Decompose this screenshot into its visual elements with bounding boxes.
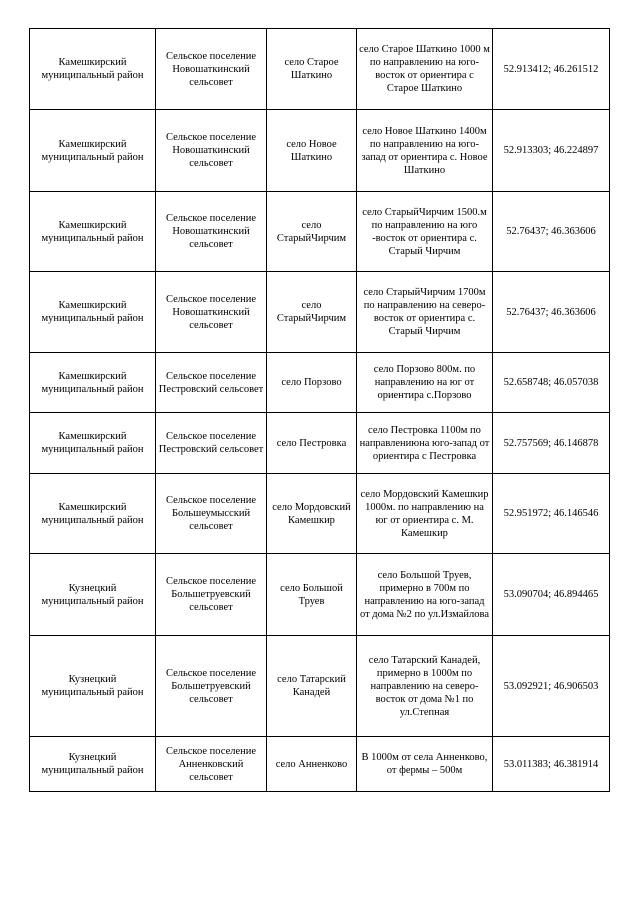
location-cell: село Мордовский Камешкир 1000м. по направлению на юг от ориентира с. М. Камешкир [357, 474, 493, 554]
table-row [30, 272, 610, 353]
settlement-cell: Сельское поселение Большеумысский сельсовет [156, 474, 267, 554]
coords-cell: 52.951972; 46.146546 [493, 474, 610, 554]
coords-cell: 52.757569; 46.146878 [493, 413, 610, 474]
settlement-cell: Сельское поселение Новошаткинский сельсовет [156, 29, 267, 110]
sites-table [29, 28, 610, 792]
table-row [30, 737, 610, 792]
district-cell: Камешкирский муниципальный район [30, 474, 156, 554]
table-row [30, 636, 610, 737]
district-cell: Камешкирский муниципальный район [30, 353, 156, 413]
settlement-cell: Сельское поселение Новошаткинский сельсовет [156, 110, 267, 192]
location-cell: село Татарский Канадей, примерно в 1000м по направлению на северо-восток от дома №1 по ул.Степная [357, 636, 493, 737]
district-cell: Кузнецкий муниципальный район [30, 737, 156, 792]
settlement-cell: Сельское поселение Пестровский сельсовет [156, 353, 267, 413]
coords-cell: 52.658748; 46.057038 [493, 353, 610, 413]
settlement-cell: Сельское поселение Большетруевский сельсовет [156, 554, 267, 636]
village-cell: село Пестровка [267, 413, 357, 474]
village-cell: село Порзово [267, 353, 357, 413]
village-cell: село Анненково [267, 737, 357, 792]
village-cell: село СтарыйЧирчим [267, 192, 357, 272]
settlement-cell: Сельское поселение Большетруевский сельсовет [156, 636, 267, 737]
location-cell: село Новое Шаткино 1400м по направлению на юго-запад от ориентира с. Новое Шаткино [357, 110, 493, 192]
location-cell: село СтарыйЧирчим 1700м по направлению на северо- восток от ориентира с. Старый Чирчим [357, 272, 493, 353]
village-cell: село Старое Шаткино [267, 29, 357, 110]
table-row [30, 353, 610, 413]
village-cell: село Большой Труев [267, 554, 357, 636]
coords-cell: 53.011383; 46.381914 [493, 737, 610, 792]
district-cell: Камешкирский муниципальный район [30, 192, 156, 272]
district-cell: Кузнецкий муниципальный район [30, 554, 156, 636]
location-cell: село Пестровка 1100м по направлениюна юго-запад от ориентира с Пестровка [357, 413, 493, 474]
district-cell: Камешкирский муниципальный район [30, 413, 156, 474]
table-row [30, 413, 610, 474]
table-row [30, 192, 610, 272]
location-cell: село Старое Шаткино 1000 м по направлению на юго-восток от ориентира с Старое Шаткино [357, 29, 493, 110]
district-cell: Камешкирский муниципальный район [30, 29, 156, 110]
district-cell: Кузнецкий муниципальный район [30, 636, 156, 737]
settlement-cell: Сельское поселение Новошаткинский сельсовет [156, 192, 267, 272]
village-cell: село СтарыйЧирчим [267, 272, 357, 353]
settlement-cell: Сельское поселение Новошаткинский сельсовет [156, 272, 267, 353]
settlement-cell: Сельское поселение Пестровский сельсовет [156, 413, 267, 474]
table-row [30, 474, 610, 554]
location-cell: село Большой Труев, примерно в 700м по направлению на юго-запад от дома №2 по ул.Измайлова [357, 554, 493, 636]
village-cell: село Татарский Канадей [267, 636, 357, 737]
table-row [30, 554, 610, 636]
district-cell: Камешкирский муниципальный район [30, 110, 156, 192]
village-cell: село Мордовский Камешкир [267, 474, 357, 554]
coords-cell: 53.090704; 46.894465 [493, 554, 610, 636]
coords-cell: 52.76437; 46.363606 [493, 272, 610, 353]
coords-cell: 52.913412; 46.261512 [493, 29, 610, 110]
location-cell: село СтарыйЧирчим 1500.м по направлению на юго -восток от ориентира с. Старый Чирчим [357, 192, 493, 272]
coords-cell: 53.092921; 46.906503 [493, 636, 610, 737]
location-cell: В 1000м от села Анненково, от фермы – 500м [357, 737, 493, 792]
table-row [30, 110, 610, 192]
table-row [30, 29, 610, 110]
settlement-cell: Сельское поселение Анненковский сельсовет [156, 737, 267, 792]
district-cell: Камешкирский муниципальный район [30, 272, 156, 353]
coords-cell: 52.913303; 46.224897 [493, 110, 610, 192]
coords-cell: 52.76437; 46.363606 [493, 192, 610, 272]
location-cell: село Порзово 800м. по направлению на юг от ориентира с.Порзово [357, 353, 493, 413]
village-cell: село Новое Шаткино [267, 110, 357, 192]
